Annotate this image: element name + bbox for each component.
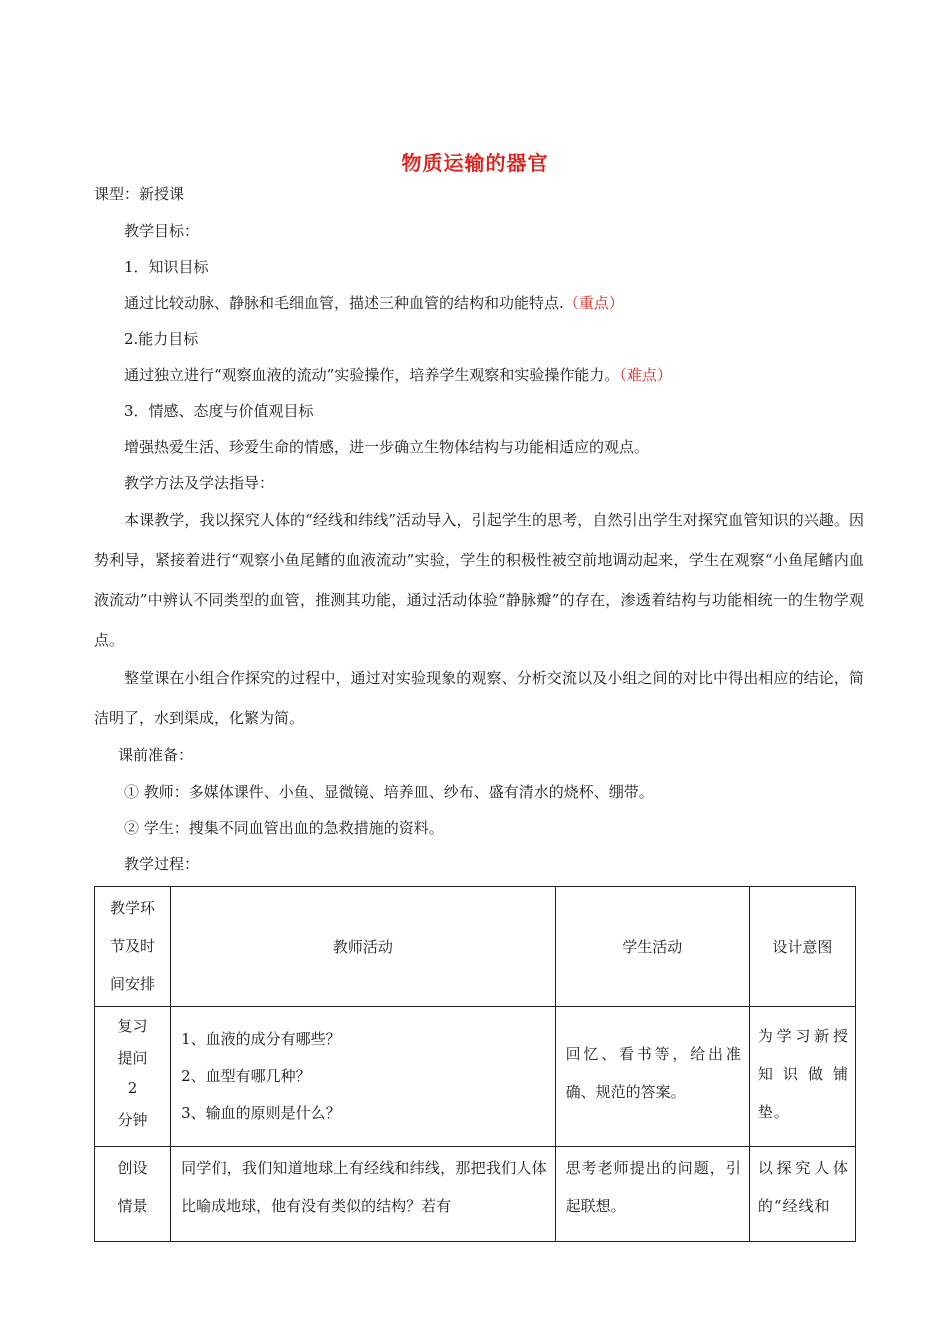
header-student-activity: 学生活动: [622, 938, 683, 956]
goal1-heading: 1．知识目标: [124, 258, 209, 276]
question-item: 2、血型有哪几种？: [181, 1067, 311, 1085]
document-title: 物质运输的器官: [401, 151, 549, 175]
goal1-text: 通过比较动脉、静脉和毛细血管，描述三种血管的结构和功能特点.: [124, 294, 564, 312]
student-activity-cell: [555, 1147, 749, 1242]
goal2-difficulty-mark: （难点）: [619, 366, 672, 384]
goal2-text: 通过独立进行“观察血液的流动”实验操作，培养学生观察和实验操作能力。: [124, 366, 620, 384]
question-item: 1、血液的成分有哪些？: [181, 1030, 341, 1048]
student-activity-text: 思考老师提出的问题，引起联想。: [565, 1159, 741, 1215]
stage-cell: [95, 1147, 171, 1242]
goal2-heading: 2.能力目标: [124, 330, 199, 348]
goals-heading: 教学目标：: [124, 222, 200, 240]
method-heading: 教学方法及学法指导：: [124, 474, 275, 492]
stage-line: 创设: [117, 1159, 148, 1177]
student-activity-text: 回忆、看书等，给出准确、规范的答案。: [565, 1045, 741, 1101]
method-paragraph-1: 本课教学，我以探究人体的“经线和纬线”活动导入，引起学生的思考，自然引出学生对探究血管知识的兴趣。因势利导，紧接着进行“观察小鱼尾鳍的血液流动”实验，学生的积极性被空前地调动起来，学生在观察“小鱼尾鳍内血液流动”中辨认不同类型的血管，推测其功能，通过活动体验“静脉瓣”的存在，渗透着结构与功能相统一的生物学观点。: [94, 511, 864, 649]
method-paragraph-2: 整堂课在小组合作探究的过程中，通过对实验现象的观察、分析交流以及小组之间的对比中得出相应的结论，简洁明了，水到渠成，化繁为简。: [94, 669, 864, 727]
stage-line: 复习: [117, 1017, 148, 1035]
stage-line: 2: [127, 1079, 138, 1097]
teacher-activity-text: 同学们，我们知道地球上有经线和纬线，那把我们人体比喻成地球，他有没有类似的结构？若有: [181, 1159, 547, 1215]
stage-line: 分钟: [117, 1111, 148, 1129]
table-row: [95, 1147, 856, 1242]
goal1-text-line: [124, 293, 624, 313]
goal3-heading: 3．情感、态度与价值观目标: [124, 402, 314, 420]
prep-student: ② 学生：搜集不同血管出血的急救措施的资料。: [124, 819, 444, 837]
prep-heading: 课前准备：: [118, 746, 194, 764]
header-student-cell: [555, 887, 749, 1007]
header-intent-cell: [749, 887, 855, 1007]
header-design-intent: 设计意图: [772, 938, 833, 956]
question-item: 3、输血的原则是什么？: [181, 1104, 341, 1122]
teacher-activity-cell: [171, 1147, 556, 1242]
design-intent-text: 以探究人体的“经线和: [757, 1159, 849, 1215]
stage-cell: [95, 1007, 171, 1147]
header-stage-cell: [95, 887, 171, 1007]
table-row: [95, 1007, 856, 1147]
goal3-text: 增强热爱生活、珍爱生命的情感，进一步确立生物体结构与功能相适应的观点。: [124, 438, 650, 456]
table-header-row: [95, 887, 856, 1007]
design-intent-cell: [749, 1147, 855, 1242]
course-type: 课型：新授课: [94, 185, 185, 203]
header-stage-line: 节及时: [110, 937, 156, 955]
design-intent-text: 为学习新授知识做铺垫。: [757, 1027, 849, 1121]
teaching-process-table: [94, 886, 856, 1242]
process-heading: 教学过程：: [124, 855, 200, 873]
prep-teacher: ① 教师：多媒体课件、小鱼、显微镜、培养皿、纱布、盛有清水的烧杯、绷带。: [124, 783, 654, 801]
goal1-key-mark: （重点）: [563, 294, 624, 312]
stage-line: 提问: [117, 1049, 148, 1067]
goal2-text-line: [124, 365, 672, 385]
header-teacher-activity: 教师活动: [332, 938, 393, 956]
teacher-activity-cell: [171, 1007, 556, 1147]
stage-line: 情景: [117, 1197, 148, 1215]
header-stage-line: 间安排: [110, 975, 156, 993]
student-activity-cell: [555, 1007, 749, 1147]
header-teacher-cell: [171, 887, 556, 1007]
header-stage-line: 教学环: [110, 899, 156, 917]
design-intent-cell: [749, 1007, 855, 1147]
